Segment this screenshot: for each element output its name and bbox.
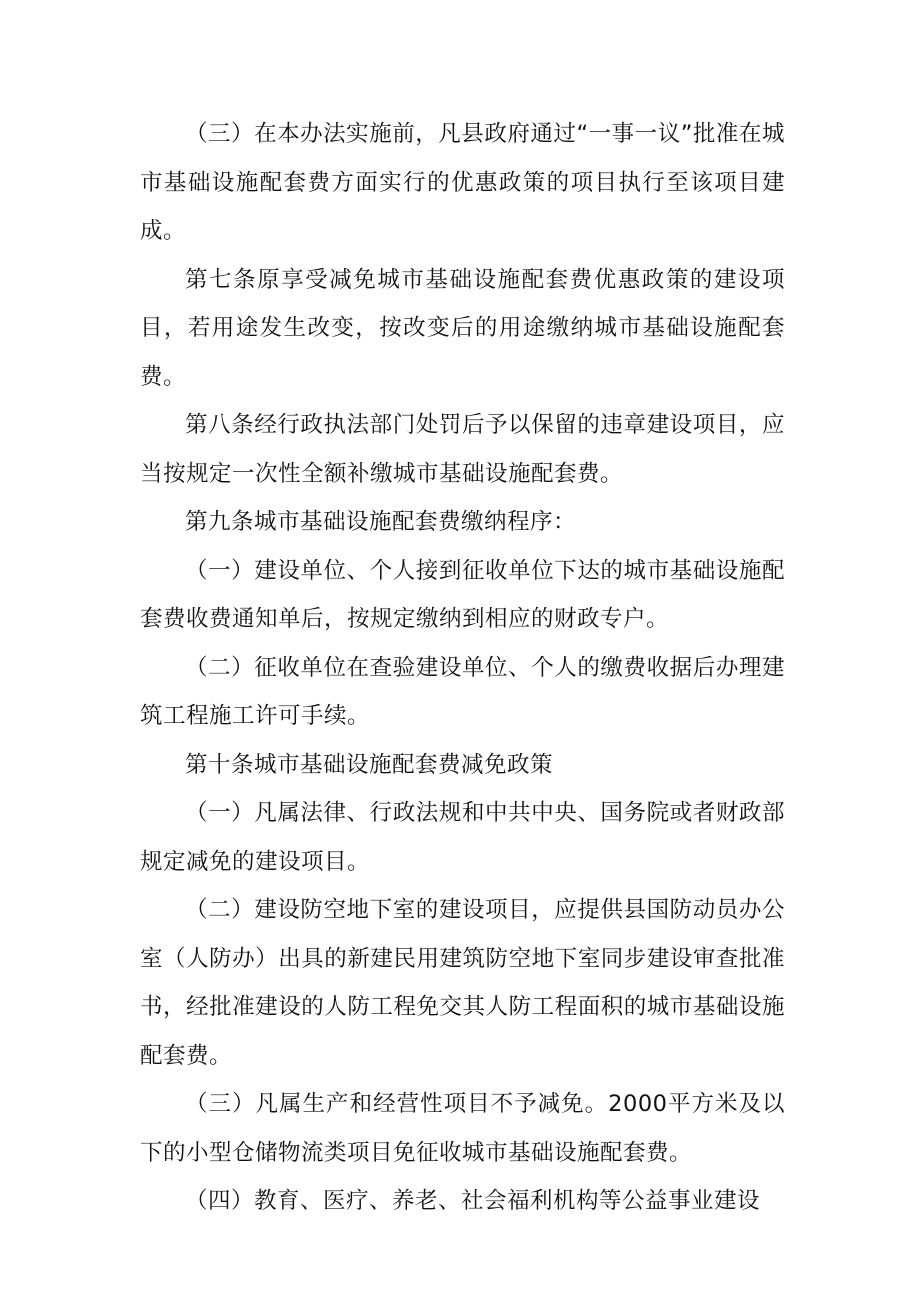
paragraph-item-3-clause: （三）在本办法实施前，凡县政府通过“一事一议”批准在城市基础设施配套费方面实行的优惠政策的项目执行至该项目建成。 <box>140 121 785 244</box>
paragraph-article-9-item-2: （二）征收单位在查验建设单位、个人的缴费收据后办理建筑工程施工许可手续。 <box>140 654 785 729</box>
paragraph-article-10-item-4: （四）教育、医疗、养老、社会福利机构等公益事业建设 <box>185 1188 761 1214</box>
paragraph-article-9-item-1: （一）建设单位、个人接到征收单位下达的城市基础设施配套费收费通知单后，按规定缴纳到相应的财政专户。 <box>140 557 785 632</box>
paragraph-article-7: 第七条原享受减免城市基础设施配套费优惠政策的建设项目，若用途发生改变，按改变后的用途缴纳城市基础设施配套费。 <box>140 266 785 390</box>
paragraph-article-8: 第八条经行政执法部门处罚后予以保留的违章建设项目，应当按规定一次性全额补缴城市基础设施配套费。 <box>140 412 785 487</box>
paragraph-article-10-item-1: （一）凡属法律、行政法规和中共中央、国务院或者财政部规定减免的建设项目。 <box>140 800 785 875</box>
document-body <box>140 110 785 1226</box>
paragraph-article-10-item-2: （二）建设防空地下室的建设项目，应提供县国防动员办公室（人防办）出具的新建民用建筑防空地下室同步建设审查批准书，经批准建设的人防工程免交其人防工程面积的城市基础设施配套费。 <box>140 897 785 1069</box>
paragraph-article-10-item-3: （三）凡属生产和经营性项目不予减免。2000平方米及以下的小型仓储物流类项目免征收城市基础设施配套费。 <box>140 1091 785 1166</box>
paragraph-article-9-heading: 第九条城市基础设施配套费缴纳程序： <box>185 509 577 535</box>
paragraph-article-10-heading: 第十条城市基础设施配套费减免政策 <box>185 751 554 778</box>
